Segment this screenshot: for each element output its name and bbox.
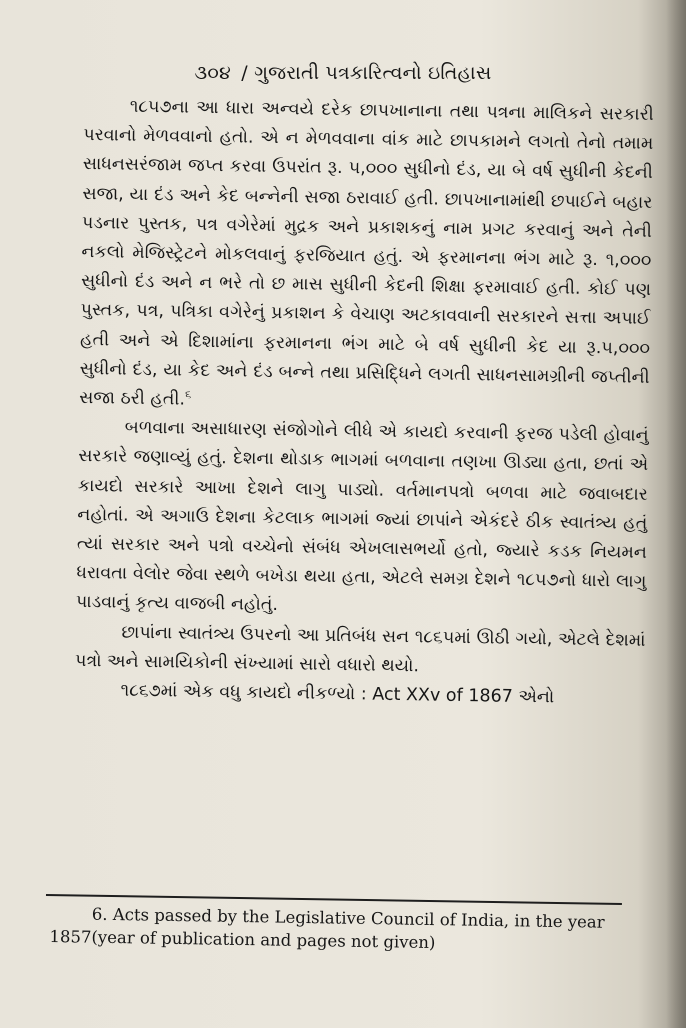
paragraph-1 <box>79 92 654 422</box>
body-text <box>74 92 654 714</box>
footnote-line-2: 1857(year of publication and pages not given) <box>49 926 436 953</box>
footnote-line-1: 6. Acts passed by the Legislative Council of India, in the year <box>91 904 605 932</box>
paragraph-3: છાપાંના સ્વાતંત્ર્ય ઉપરનો આ પ્રતિબંધ સન ૧૮૬૫માં ઊઠી ગયો, એટલે દેશમાં પત્રો અને સામયિકોની સંખ્યામાં સારો વધારો થયો. <box>74 622 646 677</box>
paragraph-4: ૧૮૬૭માં એક વધુ કાયદો નીકળ્યો : Act XXv of 1867 એનો <box>120 680 555 708</box>
running-header <box>0 62 686 84</box>
paragraph-2: બળવાના અસાધારણ સંજોગોને લીધે એ કાયદો કરવાની ફરજ પડેલી હોવાનું સરકારે જણાવ્યું હતું. દેશના થોડાક ભાગમાં બળવાના તણખા ઊડ્યા હતા, છતાં એ કાયદો સરકારે આખા દેશને લાગુ પાડ્યો. વર્તમાનપત્રો બળવા માટે જવાબદાર નહોતાં. એ અગાઉ દેશના કેટલાક ભાગમાં જ્યાં છાપાંને એકંદરે ઠીક સ્વાતંત્ર્ય હતું ત્યાં સરકાર અને પત્રો વચ્ચેનો સંબંધ એખલાસભર્યો હતો, જ્યારે કડક નિયમન ધરાવતા વેલોર જેવા સ્થળે બખેડા થયા હતા, એટલે સમગ્ર દેશને ૧૮૫૭નો ધારો લાગુ પાડવાનું કૃત્ય વાજબી નહોતું. <box>75 417 649 616</box>
footnote-reference: ૬ <box>184 387 192 401</box>
footnote <box>49 902 628 957</box>
paragraph-1-text: ૧૮૫૭ના આ ધારા અન્વયે દરેક છાપખાનાના તથા પત્રના માલિકને સરકારી પરવાનો મેળવવાનો હતો. એ ન મેળવવાના વાંક માટે છાપકામને લગતો તેનો તમામ સાધનસરંજામ જપ્ત કરવા ઉપરાંત રૂ. ૫,૦૦૦ સુધીનો દંડ, યા બે વર્ષ સુધીની કેદની સજા, યા દંડ અને કેદ બન્નેની સજા ઠરાવાઈ હતી. છાપખાનામાંથી છપાઈને બહાર પડનાર પુસ્તક, પત્ર વગેરેમાં મુદ્રક અને પ્રકાશકનું નામ પ્રગટ કરવાનું અને તેની નકલો મેજિસ્ટ્રેટને મોકલવાનું ફરજિયાત હતું. એ ફરમાનના ભંગ માટે રૂ. ૧,૦૦૦ સુધીનો દંડ અને ન ભરે તો છ માસ સુધીની કેદની શિક્ષા ફરમાવાઈ હતી. કોઈ પણ પુસ્તક, પત્ર, પત્રિકા વગેરેનું પ્રકાશન કે વેચાણ અટકાવવાની સરકારને સત્તા અપાઈ હતી અને એ દિશામાંના ફરમાનના ભંગ માટે બે વર્ષ સુધીની કેદ યા રૂ.૫,૦૦૦ સુધીનો દંડ, યા કેદ અને દંડ બન્ને તથા પ્રસિદ્ધિને લગતી સાધનસામગ્રીની જપ્તીની સજા ઠરી હતી. <box>79 96 654 410</box>
book-title: ગુજરાતી પત્રકારિત્વનો ઇતિહાસ <box>254 62 492 84</box>
page-edge-shadow <box>666 0 686 1028</box>
header-separator: / <box>241 62 248 84</box>
page-number: ૩૦૪ <box>194 62 231 84</box>
